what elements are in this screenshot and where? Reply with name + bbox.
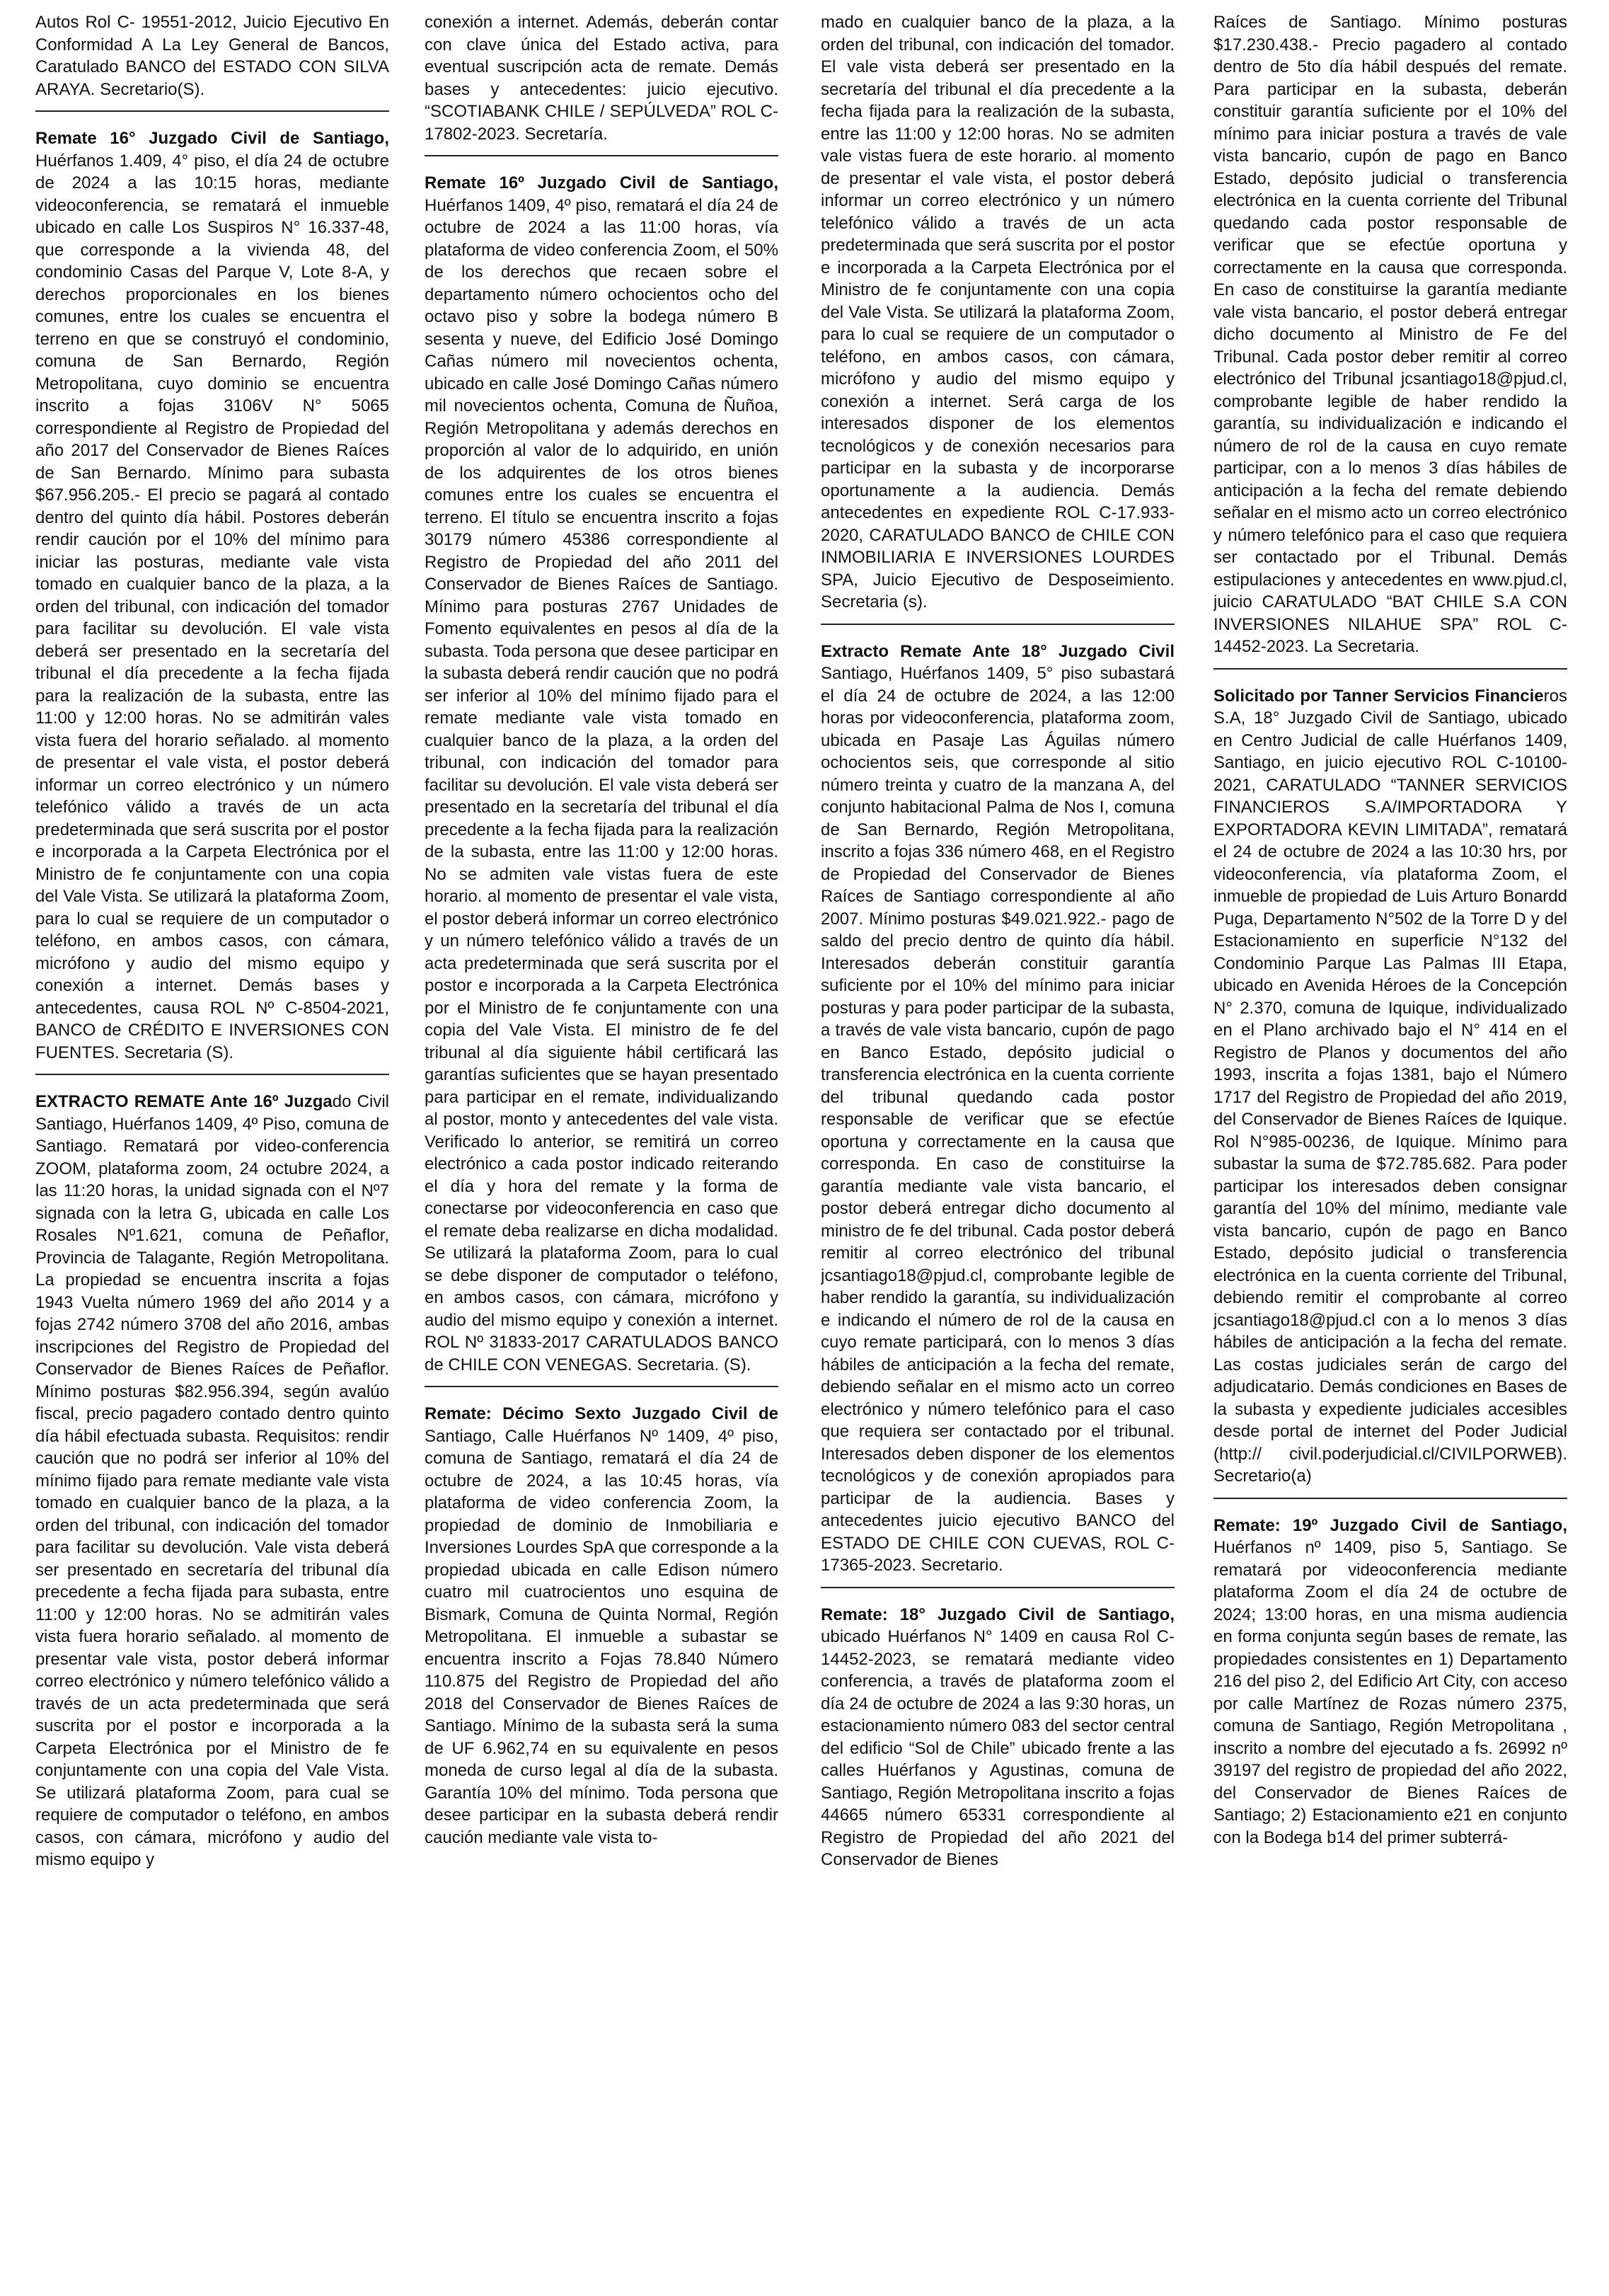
notice-divider: [1213, 668, 1567, 670]
notice-body: Huérfanos 1409, 4º piso, rematará el día 24 de octubre de 2024 a las 11:00 horas, vía plataforma de video conferencia Zoom, el 50% de los derechos que recaen sobre el departamento número ochocientos ocho del octavo piso y sobre la bodega número B sesenta y nueve, del Edificio José Domingo Cañas número mil novecientos ochenta, ubicado en calle José Domingo Cañas número mil novecientos ochenta, Comuna de Ñuñoa, Región Metropolitana y además derechos en proporción al valor de lo adquirido, en unión de los adquirentes de los otros bienes comunes entre los cuales se encuentra el terreno. El título se encuentra inscrito a fojas 30179 número 45386 correspondiente al Registro de Propiedad del año 2011 del Conservador de Bienes Raíces de Santiago. Mínimo para posturas 2767 Unidades de Fomento equivalentes en pesos al día de la subasta. Toda persona que desee participar en la subasta deberá rendir caución que no podrá ser inferior al 10% del mínimo fijado para el remate mediante vale vista tomado en cualquier banco de la plaza, a la orden del tribunal, con indicación del tomador para facilitar su devolución. El vale vista deberá ser presentado en la secretaría del tribunal el día precedente a la fecha fijada para la realización de la subasta, entre las 11:00 y 12:00 horas. No se admiten vale vistas fuera de este horario. al momento de presentar el vale vista, el postor deberá informar un correo electrónico y un número telefónico válido a través de un acta predeterminada que será suscrita por el postor e incorporada a la Carpeta Electrónica por el Ministro de fe conjuntamente con una copia del Vale Vista. El ministro de fe del tribunal al día siguiente hábil certificará las garantías suficientes que se hayan presentado para participar en el remate, individualizando al postor, monto y antecedentes del vale vista. Verificado lo anterior, se remitirá un correo electrónico a cada postor indicado reiterando el día y hora del remate y la forma de conectarse por videoconferencia en caso que el remate deba realizarse en dicha modalidad. Se utilizará la plataforma Zoom, para lo cual se debe disponer de computador o teléfono, en ambos casos, con cámara, micrófono y audio del mismo equipo y conexión a internet. ROL Nº 31833-2017 CARATULADOS BANCO de CHILE CON VENEGAS. Secretaria. (S).: [425, 195, 778, 1374]
notice-divider: [821, 624, 1175, 625]
notice-body: Huérfanos 1.409, 4° piso, el día 24 de octubre de 2024 a las 10:15 horas, mediante videoconferencia, se rematará el inmueble ubicado en calle Los Suspiros N° 16.337-48, que corresponde a la vivienda 48, del condominio Casas del Parque V, Lote 8-A, y derechos proporcionales en los bienes comunes, entre los cuales se encuentra el terreno en que se construyó el condominio, comuna de San Bernardo, Región Metropolitana, cuyo dominio se encuentra inscrito a fojas 3106V N° 5065 correspondiente al Registro de Propiedad del año 2017 del Conservador de Bienes Raíces de San Bernardo. Mínimo para subasta $67.956.205.- El precio se pagará al contado dentro del quinto día hábil. Postores deberán rendir caución por el 10% del mínimo para iniciar las posturas, mediante vale vista tomado en cualquier banco de la plaza, a la orden del tribunal, con indicación del tomador para facilitar su devolución. El vale vista deberá ser presentado en la secretaría del tribunal el día precedente a la fecha fijada para la realización de la subasta, entre las 11:00 y 12:00 horas. No se admitirán vales vista fuera del horario señalado. al momento de presentar el vale vista, el postor deberá informar un correo electrónico y un número telefónico válido a través de un acta predeterminada que será suscrita por el postor e incorporada a la Carpeta Electrónica por el Ministro de fe conjuntamente con una copia del Vale Vista. Se utilizará la plataforma Zoom, para lo cual se requiere de un computador o teléfono, en ambos casos, con cámara, micrófono y audio del mismo equipo y conexión a internet. Demás bases y antecedentes, causa ROL Nº C-8504-2021, BANCO de CRÉDITO E INVERSIONES CON FUENTES. Secretaria (S).: [35, 151, 389, 1062]
notice-body: ros S.A, 18° Juzgado Civil de Santiago, ubicado en Centro Judicial de calle Huérfanos 1409, Santiago, en juicio ejecutivo ROL C-10100-2021, CARATULADO “TANNER SERVICIOS FINANCIEROS S.A/IMPORTADORA Y EXPORTADORA KEVIN LIMITADA”, rematará el 24 de octubre de 2024 a las 10:30 hrs, por videoconferencia, vía plataforma Zoom, el inmueble de propiedad de Luis Arturo Bonardd Puga, Departamento N°502 de la Torre D y del Estacionamiento en superficie N°132 del Condominio Parque Las Palmas III Etapa, ubicado en Avenida Héroes de la Concepción N° 2.370, comuna de Iquique, individualizado en el Plano archivado bajo el N° 414 en el Registro de Planos y documentos del año 1993, inscrita a fojas 1381, bajo el Número 1717 del Registro de Propiedad del año 2019, del Conservador de Bienes Raíces de Iquique. Rol N°985-00236, de Iquique. Mínimo para subastar la suma de $72.785.682. Para poder participar los interesados deben consignar garantía del 10% del mínimo, mediante vale vista bancario, cupón de pago en Banco Estado, depósito judicial o transferencia electrónica en la cuenta corriente del Tribunal, debiendo remitir el comprobante al correo jcsantiago18@pjud.cl con a lo menos 3 días hábiles de anticipación a la fecha del remate. Las costas judiciales serán de cargo del adjudicatario. Demás condiciones en Bases de la subasta y expediente judiciales accesibles desde portal de internet del Poder Judicial (http:// civil.poderjudicial.cl/CIVILPORWEB). Secretario(a): [1213, 686, 1567, 1486]
notice-body: mado en cualquier banco de la plaza, a la orden del tribunal, con indicación del tomador. El vale vista deberá ser presentado en la secretaría del tribunal el día precedente a la fecha fijada para la realización de la subasta, entre las 11:00 y 12:00 horas. No se admiten vale vistas fuera de este horario. al momento de presentar el vale vista, el postor deberá informar un correo electrónico y un número telefónico válido a través de un acta predeterminada que será suscrita por el postor e incorporada a la Carpeta Electrónica por el Ministro de fe conjuntamente con una copia del Vale Vista. Se utilizará la plataforma Zoom, para lo cual se requiere de un computador o teléfono, en ambos casos, con cámara, micrófono y audio del mismo equipo y conexión a internet. Será carga de los interesados disponer de los elementos tecnológicos y de conexión necesarios para participar en la subasta y de incorporarse oportunamente a la audiencia. Demás antecedentes en expediente ROL C-17.933-2020, CARATULADO BANCO de CHILE CON INMOBILIARIA E INVERSIONES LOURDES SPA, Juicio Ejecutivo de Desposeimiento. Secretaria (s).: [821, 13, 1175, 612]
notice-continuation: [425, 11, 778, 155]
notice-heading: Remate 16º Juzgado Civil de Santiago,: [425, 173, 778, 193]
notice-body: Santiago, Huérfanos 1409, 5° piso subastará el día 24 de octubre de 2024, a las 12:00 horas por videoconferencia, plataforma zoom, ubicada en Pasaje Las Águilas número ochocientos seis, que corresponde al sitio número treinta y cuatro de la manzana A, del conjunto habitacional Palma de Nos I, comuna de San Bernardo, Región Metropolitana, inscrito a fojas 336 número 468, en el Registro de Propiedad del Conservador de Bienes Raíces de Santiago correspondiente al año 2007. Mínimo posturas $49.021.922.- pago de saldo del precio dentro de quinto día hábil. Interesados deberán constituir garantía suficiente por el 10% del mínimo para iniciar posturas y para poder participar de la subasta, a través de vale vista bancario, cupón de pago en Banco Estado, depósito judicial o transferencia electrónica en la cuenta corriente del tribunal quedando cada postor responsable de verificar que se efectúe oportuna y correctamente en la causa que corresponda. En caso de constituirse la garantía mediante vale vista bancario, el postor deberá entregar dicho documento al ministro de fe del tribunal. Cada postor deberá remitir al correo electrónico del tribunal jcsantiago18@pjud.cl, comprobante legible de haber rendido la garantía, su individualización e indicando el número de rol de la causa en cuyo remate participará, con lo menos 3 días hábiles de anticipación a la fecha del remate, debiendo señalar en el mismo acto un correo electrónico y número telefónico para el caso que requiera ser contactado por el tribunal. Interesados deben disponer de los elementos tecnológicos y de conexión apropiados para participar de la audiencia. Bases y antecedentes juicio ejecutivo BANCO del ESTADO DE CHILE CON CUEVAS, ROL C-17365-2023. Secretario.: [821, 664, 1175, 1575]
notice: [1213, 1515, 1567, 1859]
notice-body: Autos Rol C- 19551-2012, Juicio Ejecutivo En Conformidad A La Ley General de Bancos, Caratulado BANCO del ESTADO CON SILVA ARAYA. Secretario(S).: [35, 13, 389, 99]
notice-heading: Remate 16° Juzgado Civil de Santiago,: [35, 129, 389, 148]
notice-heading: EXTRACTO REMATE Ante 16º Juzga: [35, 1092, 333, 1111]
notice: [425, 172, 778, 1386]
notice-body: ubicado Huérfanos N° 1409 en causa Rol C-14452-2023, se rematará mediante video conferencia, a través de plataforma zoom el día 24 de octubre de 2024 a las 9:30 horas, un estacionamiento número 083 del sector central del edificio “Sol de Chile” ubicado frente a las calles Huérfanos y Agustinas, comuna de Santiago, Región Metropolitana inscrito a fojas 44665 número 65331 correspondiente al Registro de Propiedad del año 2021 del Conservador de Bienes: [821, 1627, 1175, 1869]
notice-divider: [35, 1074, 389, 1075]
notice-body: Huérfanos nº 1409, piso 5, Santiago. Se rematará por videoconferencia mediante plataforma Zoom el día 24 de octubre de 2024; 13:00 horas, en una misma audiencia en forma conjunta según bases de remate, las propiedades consistentes en 1) Departamento 216 del piso 2, del Edificio Art City, con acceso por calle Martínez de Rozas número 2375, comuna de Santiago, Región Metropolitana , inscrito a nombre del ejecutado a fs. 26992 nº 39197 del registro de propiedad del año 2022, del Conservador de Bienes Raíces de Santiago; 2) Estacionamiento e21 en conjunto con la Bodega b14 del primer subterrá-: [1213, 1538, 1567, 1847]
notice-divider: [821, 1587, 1175, 1588]
notice: [35, 1091, 389, 1881]
notice-continuation: [35, 11, 389, 110]
notice-divider: [425, 1386, 778, 1387]
notice: [35, 127, 389, 1074]
notice-body: conexión a internet. Además, deberán contar con clave única del Estado activa, para eventual suscripción acta de remate. Demás bases y antecedentes: juicio ejecutivo. “SCOTIABANK CHILE / SEPÚLVEDA” ROL C-17802-2023. Secretaría.: [425, 13, 778, 144]
column-1: [35, 11, 389, 2290]
notice: [821, 641, 1175, 1587]
notice-body: do Civil Santiago, Huérfanos 1409, 4º Piso, comuna de Santiago. Rematará por video-conferencia ZOOM, plataforma zoom, 24 octubre 2024, a las 11:20 horas, la unidad signada con el Nº7 signada con la letra G, ubicada en calle Los Rosales Nº1.621, comuna de Peñaflor, Provincia de Talagante, Región Metropolitana. La propiedad se encuentra inscrita a fojas 1943 Vuelta número 1969 del año 2014 y a fojas 2742 número 3708 del año 2016, ambas inscripciones del Registro de Propiedad del Conservador de Bienes Raíces de Peñaflor. Mínimo posturas $82.956.394, según avalúo fiscal, precio pagadero contado dentro quinto día hábil efectuada subasta. Requisitos: rendir caución que no podrá ser inferior al 10% del mínimo fijado para remate mediante vale vista tomado en cualquier banco de la plaza, a la orden del tribunal, con indicación del tomador para facilitar su devolución. Vale vista deberá ser presentado en secretaría del tribunal día precedente a fecha fijada para subasta, entre 11:00 y 12:00 horas. No se admitirán vales vista fuera horario señalado. al momento de presentar vale vista, postor deberá informar correo electrónico y número telefónico válido a través de un acta predeterminada que será suscrita por el postor e incorporada a la Carpeta Electrónica por el Ministro de fe conjuntamente con una copia del Vale Vista. Se utilizará plataforma Zoom, para cual se requiere de computador o teléfono, en ambos casos, con cámara, micrófono y audio del mismo equipo y: [35, 1092, 389, 1869]
column-2: [425, 11, 778, 2290]
notice-heading: Remate: 18° Juzgado Civil de Santiago,: [821, 1605, 1175, 1624]
notice-divider: [425, 155, 778, 156]
notice: [821, 1604, 1175, 1881]
notice-body: Raíces de Santiago. Mínimo posturas $17.230.438.- Precio pagadero al contado dentro de 5to día hábil después del remate. Para participar en la subasta, deberán constituir garantía suficiente por el 10% del mínimo para iniciar postura a través de vale vista bancario, cupón de pago en Banco Estado, depósito judicial o transferencia electrónica en la cuenta corriente del Tribunal quedando cada postor responsable de verificar que se efectúe oportuna y correctamente en la causa que corresponda. En caso de constituirse la garantía mediante vale vista bancario, el postor deberá entregar dicho documento al Ministro de Fe del Tribunal. Cada postor deber remitir al correo electrónico del Tribunal jcsantiago18@pjud.cl, comprobante legible de haber rendido la garantía, su individualización e indicando el número de rol de la causa en cuyo remate participar, con a lo menos 3 días hábiles de anticipación a la fecha del remate debiendo señalar en el mismo acto un correo electrónico y número telefónico para el caso que requiera ser contactado por el Tribunal. Demás estipulaciones y antecedentes en www.pjud.cl, juicio CARATULADO “BAT CHILE S.A CON INVERSIONES NILAHUE SPA” ROL C- 14452-2023. La Secretaria.: [1213, 13, 1567, 656]
notice: [1213, 685, 1567, 1498]
notice-heading: Extracto Remate Ante 18° Juzgado Civil: [821, 641, 1175, 661]
notice-body: Santiago, Calle Huérfanos Nº 1409, 4º piso, comuna de Santiago, rematará el día 24 de octubre de 2024, a las 10:45 horas, vía plataforma de video conferencia Zoom, la propiedad de dominio de Inmobiliaria e Inversiones Lourdes SpA que corresponde a la propiedad ubicada en calle Edison número cuatro mil cuatrocientos uno esquina de Bismark, Comuna de Quinta Normal, Región Metropolitana. El inmueble a subastar se encuentra inscrito a Fojas 78.840 Número 110.875 del Registro de Propiedad del año 2018 del Conservador de Bienes Raíces de Santiago. Mínimo de la subasta será la suma de UF 6.962,74 en su equivalente en pesos moneda de curso legal al día de la subasta. Garantía 10% del mínimo. Toda persona que desee participar en la subasta deberá rendir caución mediante vale vista to-: [425, 1426, 778, 1847]
notice-heading: Remate: Décimo Sexto Juzgado Civil de: [425, 1404, 778, 1423]
notice-continuation: [821, 11, 1175, 624]
notice-heading: Solicitado por Tanner Servicios Financie: [1213, 686, 1544, 706]
column-3: [821, 11, 1175, 2290]
notice: [425, 1403, 778, 1859]
notice-continuation: [1213, 11, 1567, 668]
notice-divider: [35, 110, 389, 112]
notice-heading: Remate: 19º Juzgado Civil de Santiago,: [1213, 1515, 1567, 1535]
notice-divider: [1213, 1498, 1567, 1499]
column-4: [1213, 11, 1567, 2290]
